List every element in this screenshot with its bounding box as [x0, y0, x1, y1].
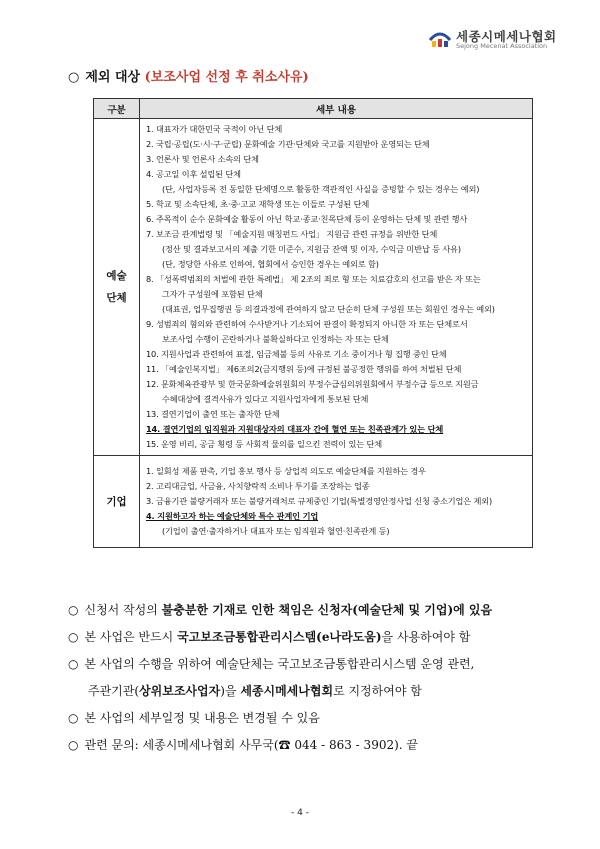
circle-bullet-icon: ○ — [68, 711, 79, 725]
company-criteria-list — [140, 456, 533, 548]
category-art — [94, 119, 140, 456]
circle-bullet-icon: ○ — [68, 657, 79, 671]
category-company: 기업 — [94, 456, 140, 548]
section-heading — [68, 66, 309, 85]
note-text: )을 — [220, 684, 241, 698]
list-item: 10. 지원사업과 관련하여 표절, 임금체불 등의 사유로 기소 중이거나 형 집행 중인 단체 — [146, 349, 447, 359]
phone-icon: ☎ — [278, 738, 291, 752]
notes-section — [68, 600, 548, 755]
note-emphasis: 세종시메세나협회 — [240, 684, 334, 698]
note-emphasis: 상위보조사업자 — [139, 684, 221, 698]
list-item: 11. 「예술인복지법」 제6조의2(금지행위 등)에 규정된 불공정한 행위를 하여 처벌된 단체 — [146, 364, 462, 374]
note-emphasis: 불충분한 기재로 인한 책임은 신청자(예술단체 및 기업)에 있음 — [161, 603, 493, 617]
heading-subtitle: (보조사업 선정 후 취소사유) — [144, 70, 309, 85]
note-text: 본 사업은 반드시 — [84, 630, 178, 644]
table-row-company — [94, 456, 533, 548]
list-item: 보조사업 수행이 곤란하거나 불확실하다고 인정하는 자 또는 단체 — [162, 334, 389, 344]
note-schedule-change — [68, 708, 548, 728]
note-contact — [68, 735, 548, 755]
note-text: 본 사업의 세부일정 및 내용은 변경될 수 있음 — [84, 711, 320, 725]
logo-name: 세종시메세나협회 — [456, 29, 557, 44]
circle-bullet-icon: ○ — [68, 70, 80, 85]
note-text: 을 사용하여야 함 — [381, 630, 471, 644]
exclusion-table — [93, 98, 533, 548]
table-row-art — [94, 119, 533, 456]
header-detail: 세부 내용 — [140, 99, 533, 119]
note-e-nara-system — [68, 627, 548, 647]
list-item: 13. 결연기업이 출연 또는 출자한 단체 — [146, 409, 280, 419]
note-text: 본 사업의 수행을 위하여 예술단체는 국고보조금통합관리시스템 운영 관련, — [84, 657, 475, 671]
list-item: 1. 대표자가 대한민국 국적이 아닌 단체 — [146, 124, 283, 134]
list-item-emphasized: 14. 결연기업의 임직원과 지원대상자의 대표자 간에 혈연 또는 친족관계가 있는 단체 — [146, 424, 444, 434]
list-item: 3. 언론사 및 언론사 소속의 단체 — [146, 154, 259, 164]
list-item: 1. 일회성 제품 판촉, 기업 홍보 행사 등 상업적 의도로 예술단체를 지원하는 경우 — [146, 466, 426, 476]
logo-subtitle: Sejong Mecenat Association — [456, 42, 548, 50]
list-item-emphasized: 4. 지원하고자 하는 예술단체와 특수 관계인 기업 — [146, 511, 319, 521]
header-category: 구분 — [94, 99, 140, 119]
category-art-line2: 단체 — [106, 292, 127, 304]
mecenat-emblem-icon — [428, 28, 452, 48]
note-emphasis: 국고보조금통합관리시스템(e나라도움) — [177, 630, 382, 644]
circle-bullet-icon: ○ — [68, 630, 79, 644]
list-item: 5. 학교 및 소속단체, 초·중·고교 재학생 또는 이들로 구성된 단체 — [146, 199, 370, 209]
note-text: 신청서 작성의 — [84, 603, 162, 617]
note-text: 주관기관( — [88, 684, 140, 698]
list-item: (대표권, 업무집행권 등 의결과정에 관여하지 않고 단순히 단체 구성원 또는 회원인 경우는 예외) — [162, 304, 495, 314]
list-item: (기업이 출연·출자하거나 대표자 또는 임직원과 혈연·친족관계 등) — [162, 526, 390, 536]
note-text: 044 - 863 - 3902). 끝 — [290, 738, 418, 752]
list-item: (정산 및 결과보고서의 제출 기한 미준수, 지원금 잔액 및 이자, 수익금 미반납 등 사유) — [162, 244, 461, 254]
table-header-row — [94, 99, 533, 119]
list-item: 7. 보조금 관계법령 및 「예술지원 매칭펀드 사업」 지원금 관련 규정을 위반한 단체 — [146, 229, 438, 239]
heading-text: 제외 대상 — [85, 70, 141, 85]
page-number: - 4 - — [291, 808, 309, 818]
list-item: 2. 고리대금업, 사금융, 사치향락적 소비나 투기를 조장하는 업종 — [146, 481, 370, 491]
list-item: 8. 「성폭력범죄의 처벌에 관한 특례법」 제 2조의 죄로 형 또는 치료감호의 선고를 받은 자 또는 — [146, 274, 481, 284]
list-item: (단, 사업자등록 전 동일한 단체명으로 활동한 객관적인 사실을 증빙할 수 있는 경우는 예외) — [162, 184, 480, 194]
association-logo — [428, 26, 578, 52]
note-host-designation-cont — [68, 681, 548, 701]
circle-bullet-icon: ○ — [68, 738, 79, 752]
note-host-designation — [68, 654, 548, 674]
list-item: 그자가 구성원에 포함된 단체 — [162, 289, 263, 299]
circle-bullet-icon: ○ — [68, 603, 79, 617]
note-text: 관련 문의: 세종시메세나협회 사무국( — [84, 738, 279, 752]
list-item: 2. 국립·공립(도·시·구·군립) 문화예술 기관·단체와 국고를 지원받아 운영되는 단체 — [146, 139, 430, 149]
list-item: 12. 문화체육관광부 및 한국문화예술위원회의 부정수급심의위원회에서 부정수급 등으로 지원금 — [146, 379, 479, 389]
list-item: (단, 정당한 사유로 인하여, 협회에서 승인한 경우는 예외로 함) — [162, 259, 379, 269]
list-item: 6. 주목적이 순수 문화예술 활동이 아닌 학교·종교·친목단체 등이 운영하는 단체 및 관련 행사 — [146, 214, 468, 224]
art-criteria-list — [140, 119, 533, 456]
list-item: 수혜대상에 결격사유가 있다고 지원사업자에게 통보된 단체 — [162, 394, 369, 404]
list-item: 4. 공고일 이후 설립된 단체 — [146, 169, 241, 179]
list-item: 9. 성범죄의 혐의와 관련하여 수사받거나 기소되어 판결이 확정되지 아니한 자 또는 단체로서 — [146, 319, 468, 329]
list-item: 15. 운영 비리, 공금 횡령 등 사회적 물의를 일으킨 전력이 있는 단체 — [146, 439, 382, 449]
note-text: 로 지정하여야 함 — [333, 684, 422, 698]
category-art-line1: 예술 — [106, 270, 127, 282]
note-applicant-responsibility — [68, 600, 548, 620]
list-item: 3. 금융기관 불량거래자 또는 불량거래처로 규제중인 기업(특별경영안정사업 신청 중소기업은 제외) — [146, 496, 493, 506]
